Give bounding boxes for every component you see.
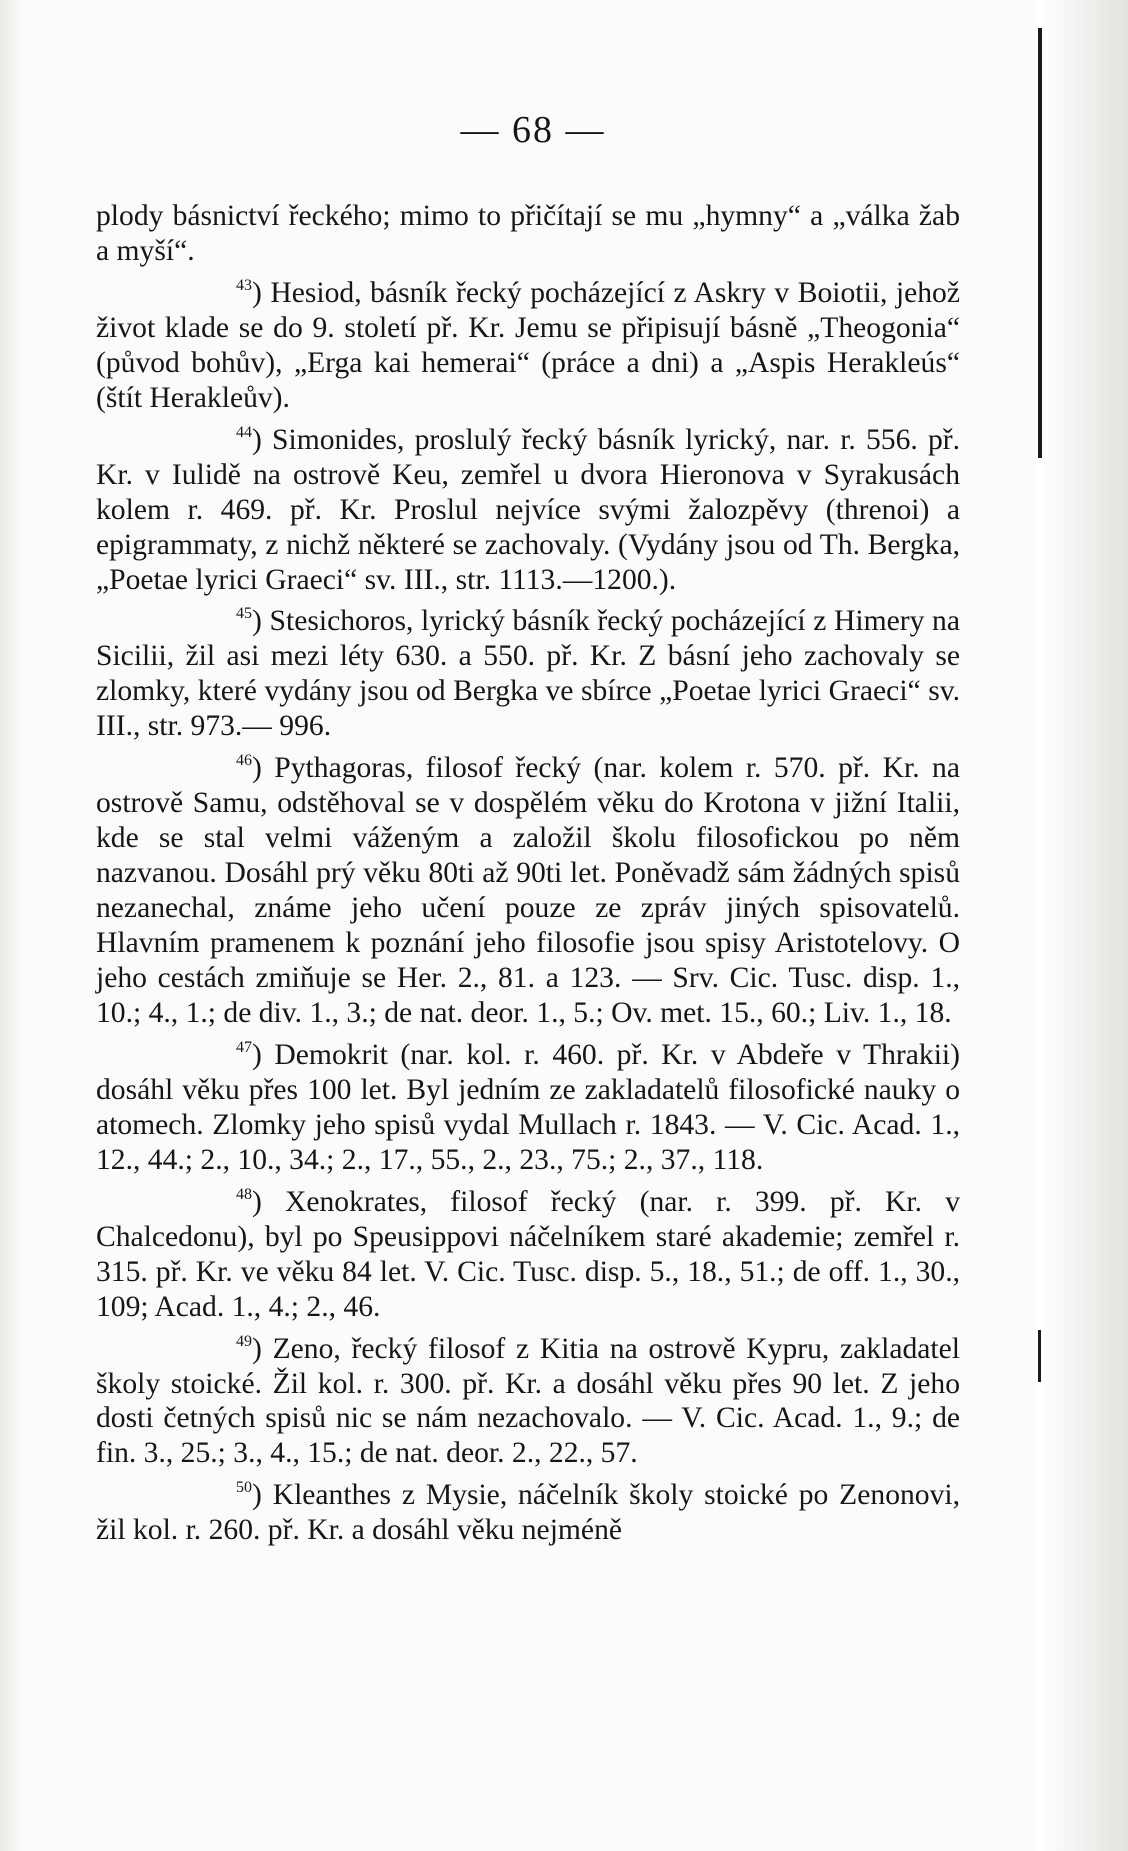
footnote-47 bbox=[96, 1031, 960, 1178]
footnote-46 bbox=[96, 744, 960, 1031]
footnote-marker: 46 bbox=[236, 752, 252, 770]
note-text: ) Zeno, řecký filosof z Kitia na ostrově Kypru, zakladatel školy stoické. Žil kol. r. 300. př. Kr. a dosáhl věku přes 90 let. Z jeho dosti četných spisů nic se nám nezachovalo. — V. Cic. Acad. 1., 9.; de fin. 3., 25.; 3., 4., 15.; de nat. deor. 2., 22., 57. bbox=[96, 1332, 960, 1470]
footnote-50 bbox=[96, 1471, 960, 1548]
note-text: ) Simonides, proslulý řecký básník lyrický, nar. r. 556. př. Kr. v Iulidě na ostrově Keu, zemřel u dvora Hieronova v Syrakusách kolem r. 469. př. Kr. Proslul nejvíce svými žalozpěvy (threnoi) a epigrammaty, z nichž některé se zachovaly. (Vydány jsou od Th. Bergka, „Poetae lyrici Graeci“ sv. III., str. 1113.—1200.). bbox=[96, 423, 960, 596]
page-right-margin bbox=[1036, 0, 1128, 1851]
footnote-marker: 43 bbox=[236, 276, 252, 294]
note-text: ) Hesiod, básník řecký pocházející z Askry v Boiotii, jehož život klade se do 9. století př. Kr. Jemu se připisují básně „Theogonia“ (původ bohův), „Erga kai hemerai“ (práce a dni) a „Aspis Herakleús“ (štít Herakleův). bbox=[96, 276, 960, 414]
note-text: plody básnictví řeckého; mimo to přičítají se mu „hymny“ a „válka žab a myší“. bbox=[96, 200, 960, 267]
note-text: ) Kleanthes z Mysie, náčelník školy stoické po Zenonovi, žil kol. r. 260. př. Kr. a dosáhl věku nejméně bbox=[96, 1479, 960, 1547]
note-text: ) Pythagoras, filosof řecký (nar. kolem r. 570. př. Kr. na ostrově Samu, odstěhoval se v dospělém věku do Krotona v jižní Italii, kde se stal velmi váženým a založil školu filosofickou po něm nazvanou. Dosáhl prý věku 80ti až 90ti let. Poněvadž sám žádných spisů nezanechal, známe jeho učení pouze ze zpráv jiných spisovatelů. Hlavním pramenem k poznání jeho filosofie jsou spisy Aristotelovy. O jeho cestách zmiňuje se Her. 2., 81. a 123. — Srv. Cic. Tusc. disp. 1., 10.; 4., 1.; de div. 1., 3.; de nat. deor. 1., 5.; Ov. met. 15., 60.; Liv. 1., 18. bbox=[96, 752, 960, 1029]
page-number: — 68 — bbox=[460, 109, 606, 151]
binding-line-lower bbox=[1038, 1330, 1041, 1382]
footnote-marker: 49 bbox=[236, 1332, 252, 1350]
binding-line bbox=[1038, 28, 1042, 458]
footnote-48 bbox=[96, 1178, 960, 1325]
note-text: ) Demokrit (nar. kol. r. 460. př. Kr. v Abdeře v Thrakii) dosáhl věku přes 100 let. Byl jedním ze zakladatelů filosofické nauky o atomech. Zlomky jeho spisů vydal Mullach r. 1843. — V. Cic. Acad. 1., 12., 44.; 2., 10., 34.; 2., 17., 55., 2., 23., 75.; 2., 37., 118. bbox=[96, 1038, 960, 1176]
footnote-44 bbox=[96, 416, 960, 598]
note-text: ) Stesichoros, lyrický básník řecký pocházející z Himery na Sicilii, žil asi mezi léty 630. a 550. př. Kr. Z básní jeho zachovaly se zlomky, které vydány jsou od Bergka ve sbírce „Poetae lyrici Graeci“ sv. III., str. 973.— 996. bbox=[96, 605, 960, 743]
note-continuation bbox=[96, 199, 960, 269]
footnote-marker: 45 bbox=[236, 605, 252, 623]
page-left-edge bbox=[0, 0, 22, 1851]
footnote-marker: 48 bbox=[236, 1185, 252, 1203]
footnote-49 bbox=[96, 1325, 960, 1472]
footnote-43 bbox=[96, 269, 960, 416]
footnote-marker: 44 bbox=[236, 423, 252, 441]
footnotes-text bbox=[96, 199, 960, 1548]
footnote-45 bbox=[96, 597, 960, 744]
footnote-marker: 47 bbox=[236, 1038, 252, 1056]
note-text: ) Xenokrates, filosof řecký (nar. r. 399. př. Kr. v Chalcedonu), byl po Speusippovi náčelníkem staré akademie; zemřel r. 315. př. Kr. ve věku 84 let. V. Cic. Tusc. disp. 5., 18., 51.; de off. 1., 30., 109; Acad. 1., 4.; 2., 46. bbox=[96, 1185, 960, 1323]
footnote-marker: 50 bbox=[236, 1479, 252, 1497]
